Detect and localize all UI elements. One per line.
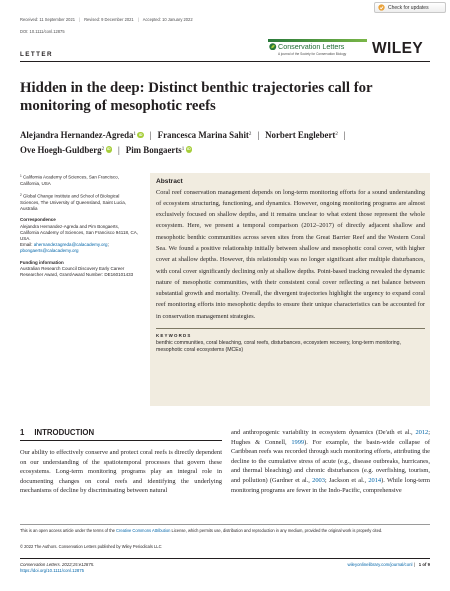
author[interactable] xyxy=(20,145,112,155)
article-dates xyxy=(20,17,193,22)
license-text: License, which permits use, distribution and reproduction in any medium, provided the original work is properly cited. xyxy=(170,528,383,533)
funding-text: Australian Research Council Discovery Early Career Researcher Award, Grant/Award Number: DE160101433 xyxy=(20,266,134,278)
header-divider xyxy=(20,61,430,62)
affiliation-number: 2 xyxy=(20,193,22,198)
author[interactable] xyxy=(158,130,252,140)
orcid-icon[interactable] xyxy=(106,146,112,152)
article-doi[interactable]: DOI: 10.1111/conl.12875 xyxy=(20,29,65,34)
correspondence-heading: Correspondence xyxy=(20,217,56,223)
license-text: This is an open access article under the terms of the xyxy=(20,528,117,533)
citation-link[interactable]: 2012 xyxy=(415,429,429,436)
affiliation-number: 1 xyxy=(20,174,22,178)
footnote-divider xyxy=(20,524,430,525)
correspondence-emails: Email: ahernandezagreda@calacademy.org; pbongaerts@calacademy.org xyxy=(20,241,109,253)
check-updates-icon xyxy=(378,4,385,11)
body-text: ). For example, the basin-wide collapse of Caribbean reefs was recorded through such monitoring efforts, attributing the decline to the cumulative stress of acute (e.g., disease outbreaks, hurricanes, and thermal bleaching) and chronic disturbances (e.g. overfishing, tourism, and pollution) (Gardner et al., xyxy=(231,438,431,484)
email-link[interactable]: ahernandezagreda@calacademy.org xyxy=(33,241,108,247)
body-text: and anthropogenic variability in ecosystem dynamics (De'ath et al., xyxy=(231,429,416,436)
email-label: Email: xyxy=(20,241,33,247)
author-list xyxy=(20,128,430,157)
citation-link[interactable]: 1999 xyxy=(291,438,305,446)
citation-text: Conservation Letters. 2022;15:e12875. xyxy=(20,562,95,567)
correspondence xyxy=(20,217,138,254)
license-note xyxy=(20,528,432,534)
body-text: ; Hughes & Connell, xyxy=(231,429,430,446)
footer-divider xyxy=(20,558,430,559)
journal-citation xyxy=(20,562,94,574)
author-name: Francesca Marina Sahit xyxy=(157,130,249,140)
section-heading xyxy=(20,428,94,437)
affiliation-marker: 2 xyxy=(335,132,338,137)
affiliation-marker: 2 xyxy=(101,146,105,152)
abstract-text: Coral reef conservation management depends on long-term monitoring efforts for a sound understanding of ecosystem structuring, functioning, and dynamics. However, ongoing monitoring programs are almost exclusively focused on shallow depths, and it remains unclear to what extent those represent the whole ecosystem. Here, we present a temporal comparison (2012–2017) of directly adjacent shallow and mesophotic benthic communities across seven sites from the Great Barrier Reef and the Western Coral Sea. We found a positive relationship initially between shallow and mesophotic coral cover, with higher cover at shallow depths. However, this relationship was no longer significant after multiple disturbances, with coral cover significantly declining only at shallow depths. Point-based tracking revealed the dynamic nature of mesophotic communities, with their consistent coral cover reflecting a net balance between substantial growth and mortality. Overall, the divergent trajectories highlight the urgency to expand coral reef monitoring efforts into mesophotic depths to ensure their unique characteristics can be accounted for in conservation management strategies. xyxy=(156,188,425,320)
section-number: 1 xyxy=(20,428,25,437)
author[interactable] xyxy=(265,130,338,140)
page-number: 1 of 9 xyxy=(418,562,430,567)
citation-link[interactable]: 2003 xyxy=(312,476,325,484)
author-name: Alejandra Hernandez-Agreda xyxy=(20,130,134,140)
publisher-logo[interactable]: WILEY xyxy=(372,40,424,57)
email-link[interactable]: pbongaerts@calacademy.org xyxy=(20,247,79,253)
intro-paragraph-right xyxy=(231,428,430,495)
orcid-icon[interactable] xyxy=(137,132,143,138)
footer-separator: | xyxy=(413,562,415,567)
body-text: ). While long-term monitoring programs are fewer in the Indo-Pacific, comprehensive xyxy=(231,476,431,494)
author-separator: | xyxy=(257,130,260,140)
abstract-heading: Abstract xyxy=(156,178,183,185)
journal-name: Conservation Letters xyxy=(278,42,345,51)
journal-site-link[interactable]: wileyonlinelibrary.com/journal/conl xyxy=(347,562,413,567)
funding xyxy=(20,260,138,278)
author-separator: | xyxy=(118,144,120,155)
check-for-updates-label: Check for updates xyxy=(388,4,429,11)
author-separator: | xyxy=(149,130,152,140)
received-date: Received: 11 September 2021 xyxy=(20,17,75,22)
keywords-heading: KEYWORDS xyxy=(156,332,192,338)
date-separator: | xyxy=(137,17,139,22)
affiliation-marker: 1 xyxy=(181,146,185,152)
license-link[interactable]: Creative Commons Attribution xyxy=(116,528,171,533)
author-separator: | xyxy=(343,130,346,140)
author[interactable] xyxy=(126,145,192,155)
abstract-divider xyxy=(156,328,425,329)
affiliation-marker: 2 xyxy=(248,132,252,137)
author-name: Norbert Englebert xyxy=(265,130,336,140)
page-footer xyxy=(348,562,430,567)
intro-paragraph-left: Our ability to effectively conserve and protect coral reefs is directly dependent on our understanding of the spatiotemporal processes that govern these ecosystems. Long-term monitoring programs play an integral role in documenting changes on coral reefs and identifying the underlying mechanisms of decline by discriminating between natural xyxy=(20,449,222,495)
affiliation xyxy=(20,173,138,187)
article-metadata xyxy=(20,173,138,284)
keywords-list: benthic communities, coral bleaching, coral reefs, disturbances, ecosystem recovery, long-term monitoring, mesophotic coral ecosystems (MCEs) xyxy=(156,339,401,353)
body-text: ; Jackson et al., xyxy=(324,476,369,484)
affiliation xyxy=(20,192,138,212)
article-title: Hidden in the deep: Distinct benthic trajectories call for monitoring of mesophotic reefs xyxy=(20,80,373,114)
journal-tagline: A journal of the Society for Conservation Biology xyxy=(278,51,347,56)
article-type: LETTER xyxy=(20,51,53,58)
doi-link[interactable]: https://doi.org/10.1111/conl.12875 xyxy=(20,568,85,573)
author-name: Ove Hoegh-Guldberg xyxy=(20,144,102,155)
funding-heading: Funding information xyxy=(20,260,64,266)
copyright-notice: © 2022 The Authors. Conservation Letters published by Wiley Periodicals LLC xyxy=(20,544,162,549)
journal-logo[interactable] xyxy=(268,39,367,60)
accepted-date: Accepted: 10 January 2022 xyxy=(142,17,193,22)
correspondence-text: Alejandra Hernandez-Agreda and Pim Bongaerts, California Academy of Sciences, San Francisco 94118, CA, USA. xyxy=(20,223,138,241)
date-separator: | xyxy=(79,17,81,22)
author[interactable] xyxy=(20,130,144,140)
leaf-icon xyxy=(269,43,277,51)
affiliation-text: California Academy of Sciences, San Francisco, California, USA xyxy=(20,174,119,186)
section-title: INTRODUCTION xyxy=(34,428,95,437)
author-name: Pim Bongaerts xyxy=(125,144,182,155)
affiliation-marker: 1 xyxy=(133,132,136,137)
abstract-box xyxy=(150,173,430,406)
citation-link[interactable]: 2014 xyxy=(368,476,382,484)
check-for-updates-button[interactable] xyxy=(374,2,446,13)
affiliation-text: Global Change Institute and School of Biological Sciences, The University of Queensland, Saint Lucia, Australia xyxy=(20,193,126,211)
section-divider xyxy=(20,440,222,441)
orcid-icon[interactable] xyxy=(186,146,192,152)
revised-date: Revised: 9 December 2021 xyxy=(84,17,134,22)
